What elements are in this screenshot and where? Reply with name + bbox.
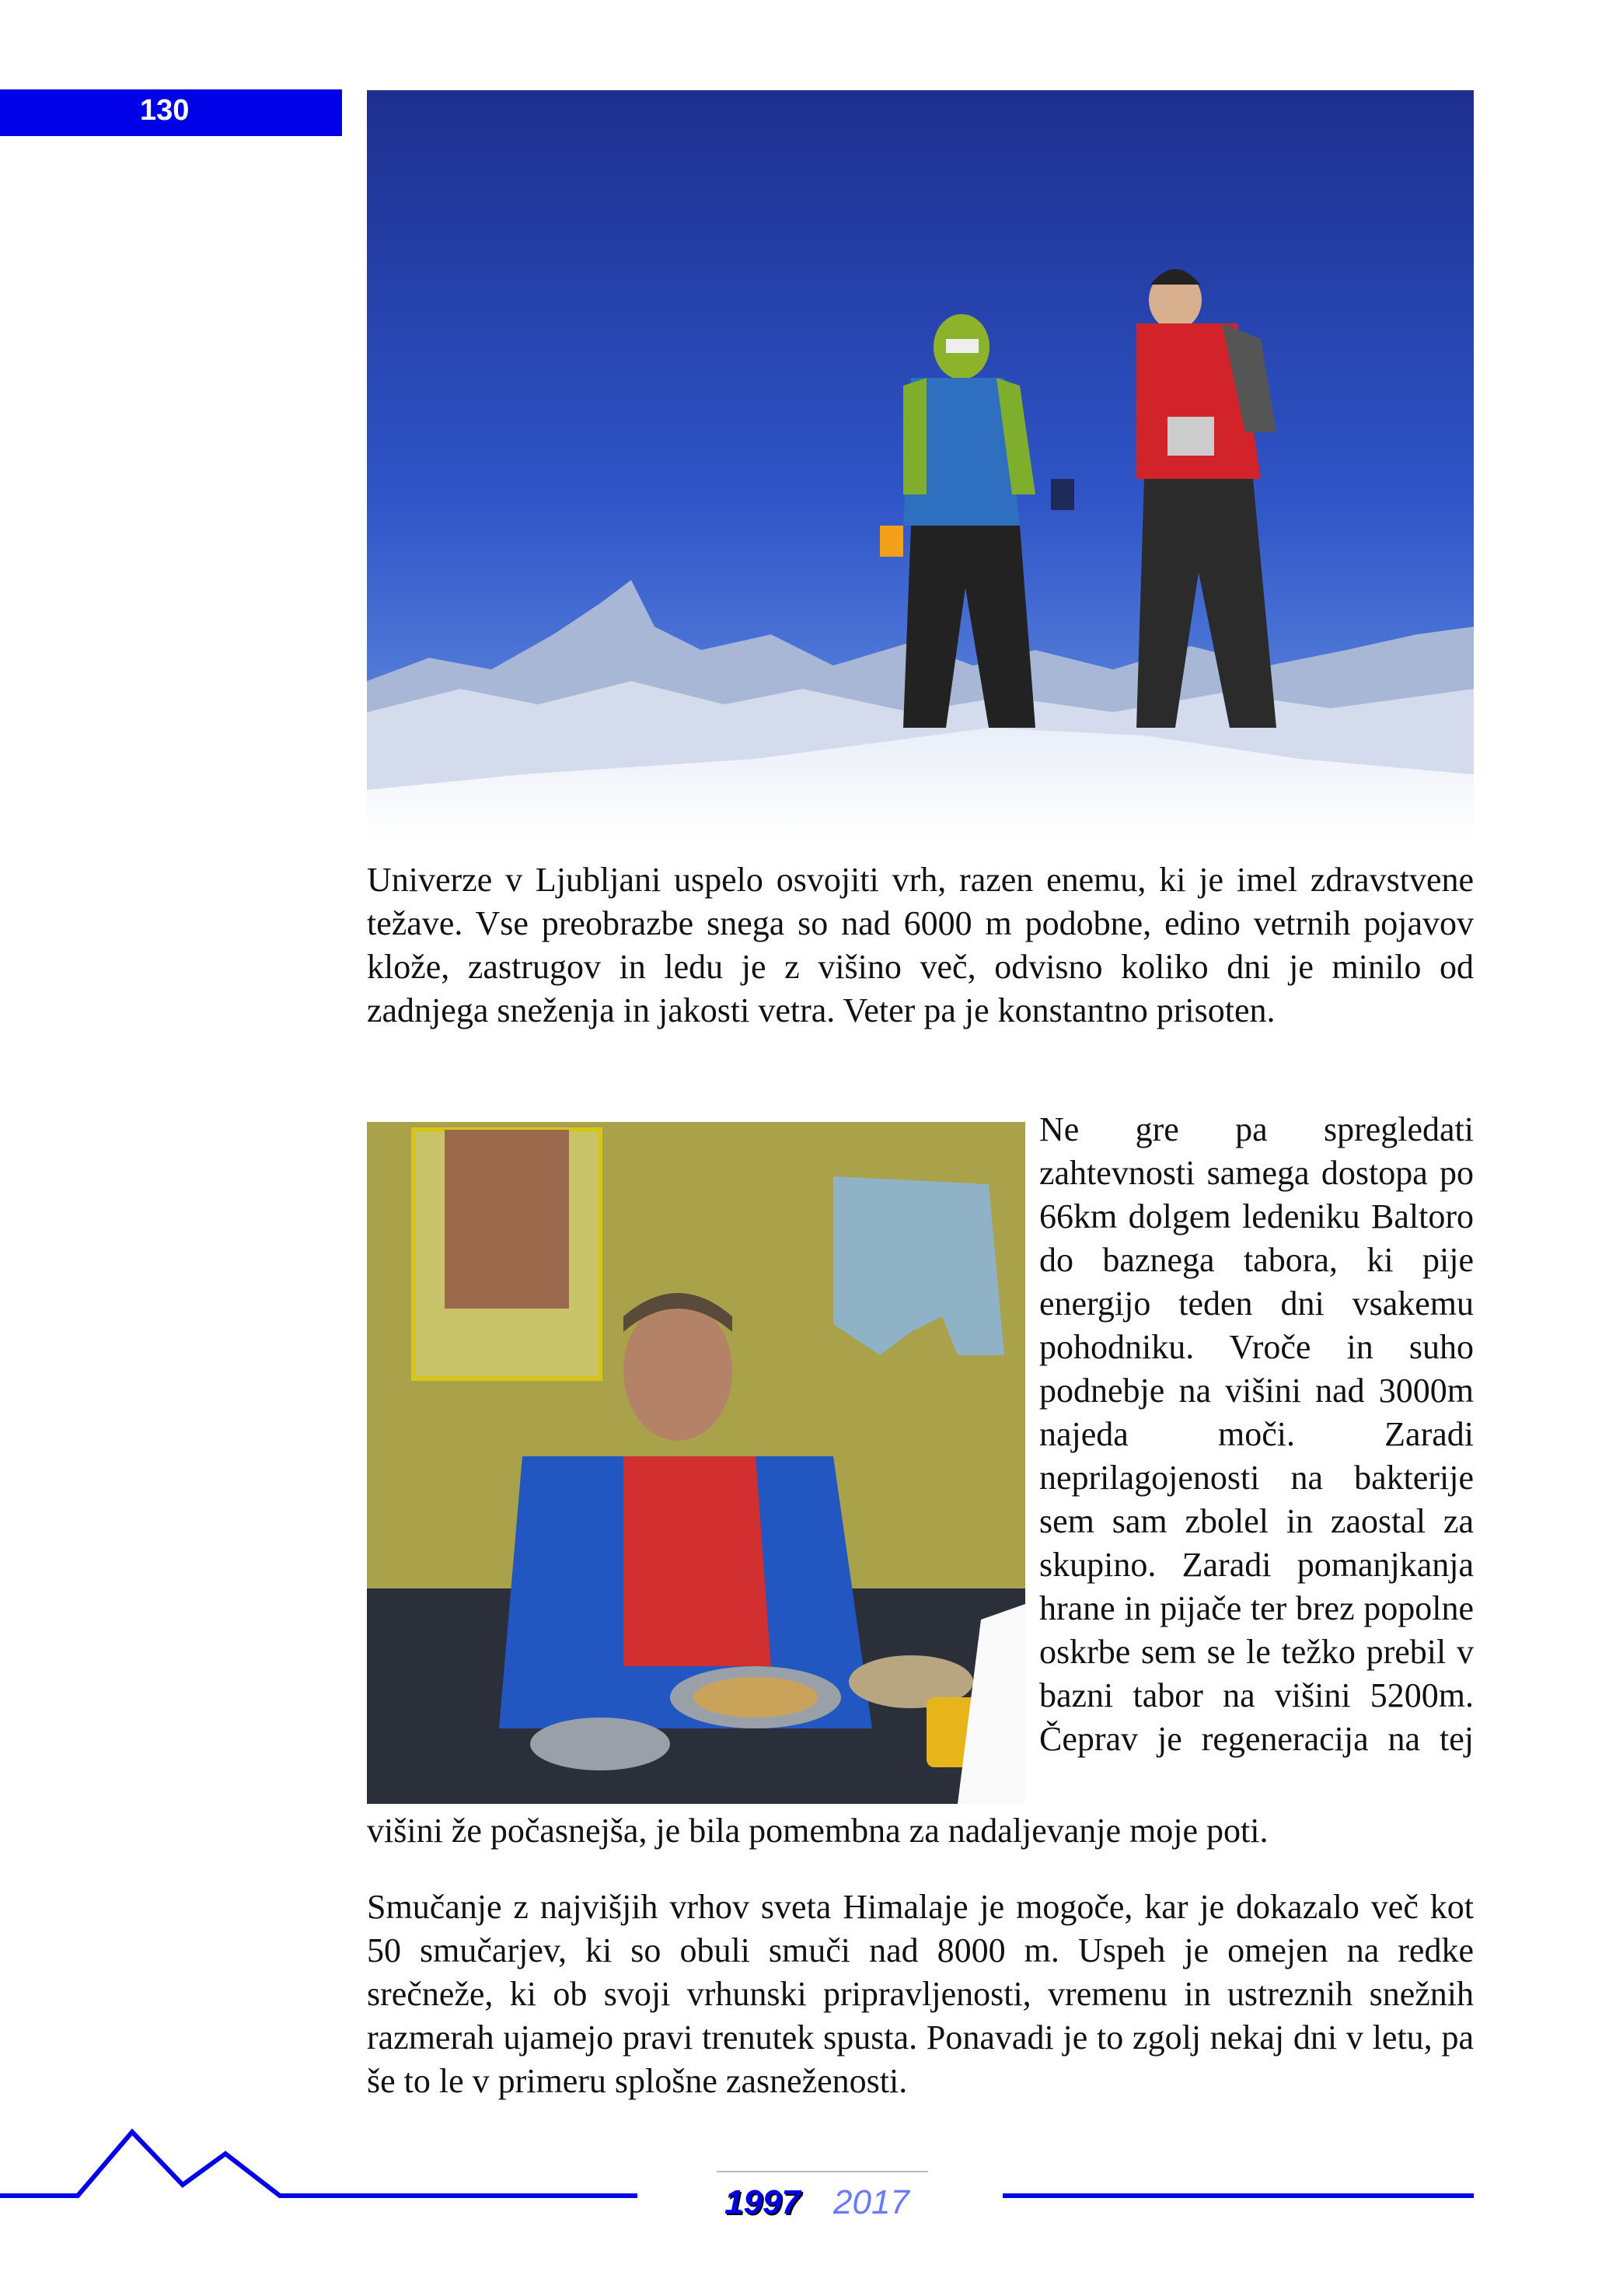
year-start: 1997	[724, 2183, 801, 2221]
anniversary-logo	[717, 2171, 928, 2228]
page-number: 130	[140, 94, 190, 127]
year-end: 2017	[833, 2183, 909, 2221]
paragraph-1: Univerze v Ljubljani uspelo osvojiti vrh, razen enemu, ki je imel zdravstvene težave. Vse preobrazbe snega so nad 6000 m podobne, edino vetrnih pojavov klože, zastrugov in ledu je z višino več, odvisno koliko dni je minilo od zadnjega sneženja in jakosti vetra. Veter pa je konstantno prisoten.	[367, 861, 1474, 1029]
paragraph-3: višini že počasnejša, je bila pomembna za nadaljevanje moje poti.	[367, 1812, 1269, 1850]
page-number-bar	[0, 89, 342, 136]
summit-photo	[367, 90, 1474, 838]
paragraph-4: Smučanje z najvišjih vrhov sveta Himalaje je mogoče, kar je dokazalo več kot 50 smučarjev, ki so obuli smuči nad 8000 m. Uspeh je omejen na redke srečneže, ki ob svoji vrhunski pripravljenosti, vremenu in ustreznih snežnih razmerah ujamejo pravi trenutek spusta. Ponavadi je to zgolj nekaj dni v letu, pa še to le v primeru splošne zasneženosti.	[367, 1888, 1474, 2100]
paragraph-2: Ne gre pa spregledati zahtevnosti samega dostopa po 66km dolgem ledeniku Baltoro do baznega tabora, ki pije energijo teden dni vsakemu pohodniku. Vroče in suho podnebje na višini nad 3000m najeda moči. Zaradi neprilagojenosti na bakterije sem sam zbolel in zaostal za skupino. Zaradi pomanjkanja hrane in pijače ter brez popolne oskrbe sem se le težko prebil v bazni tabor na višini 5200m. Čeprav je regeneracija na tej	[1039, 1110, 1474, 1758]
tent-photo	[367, 1122, 1025, 1804]
